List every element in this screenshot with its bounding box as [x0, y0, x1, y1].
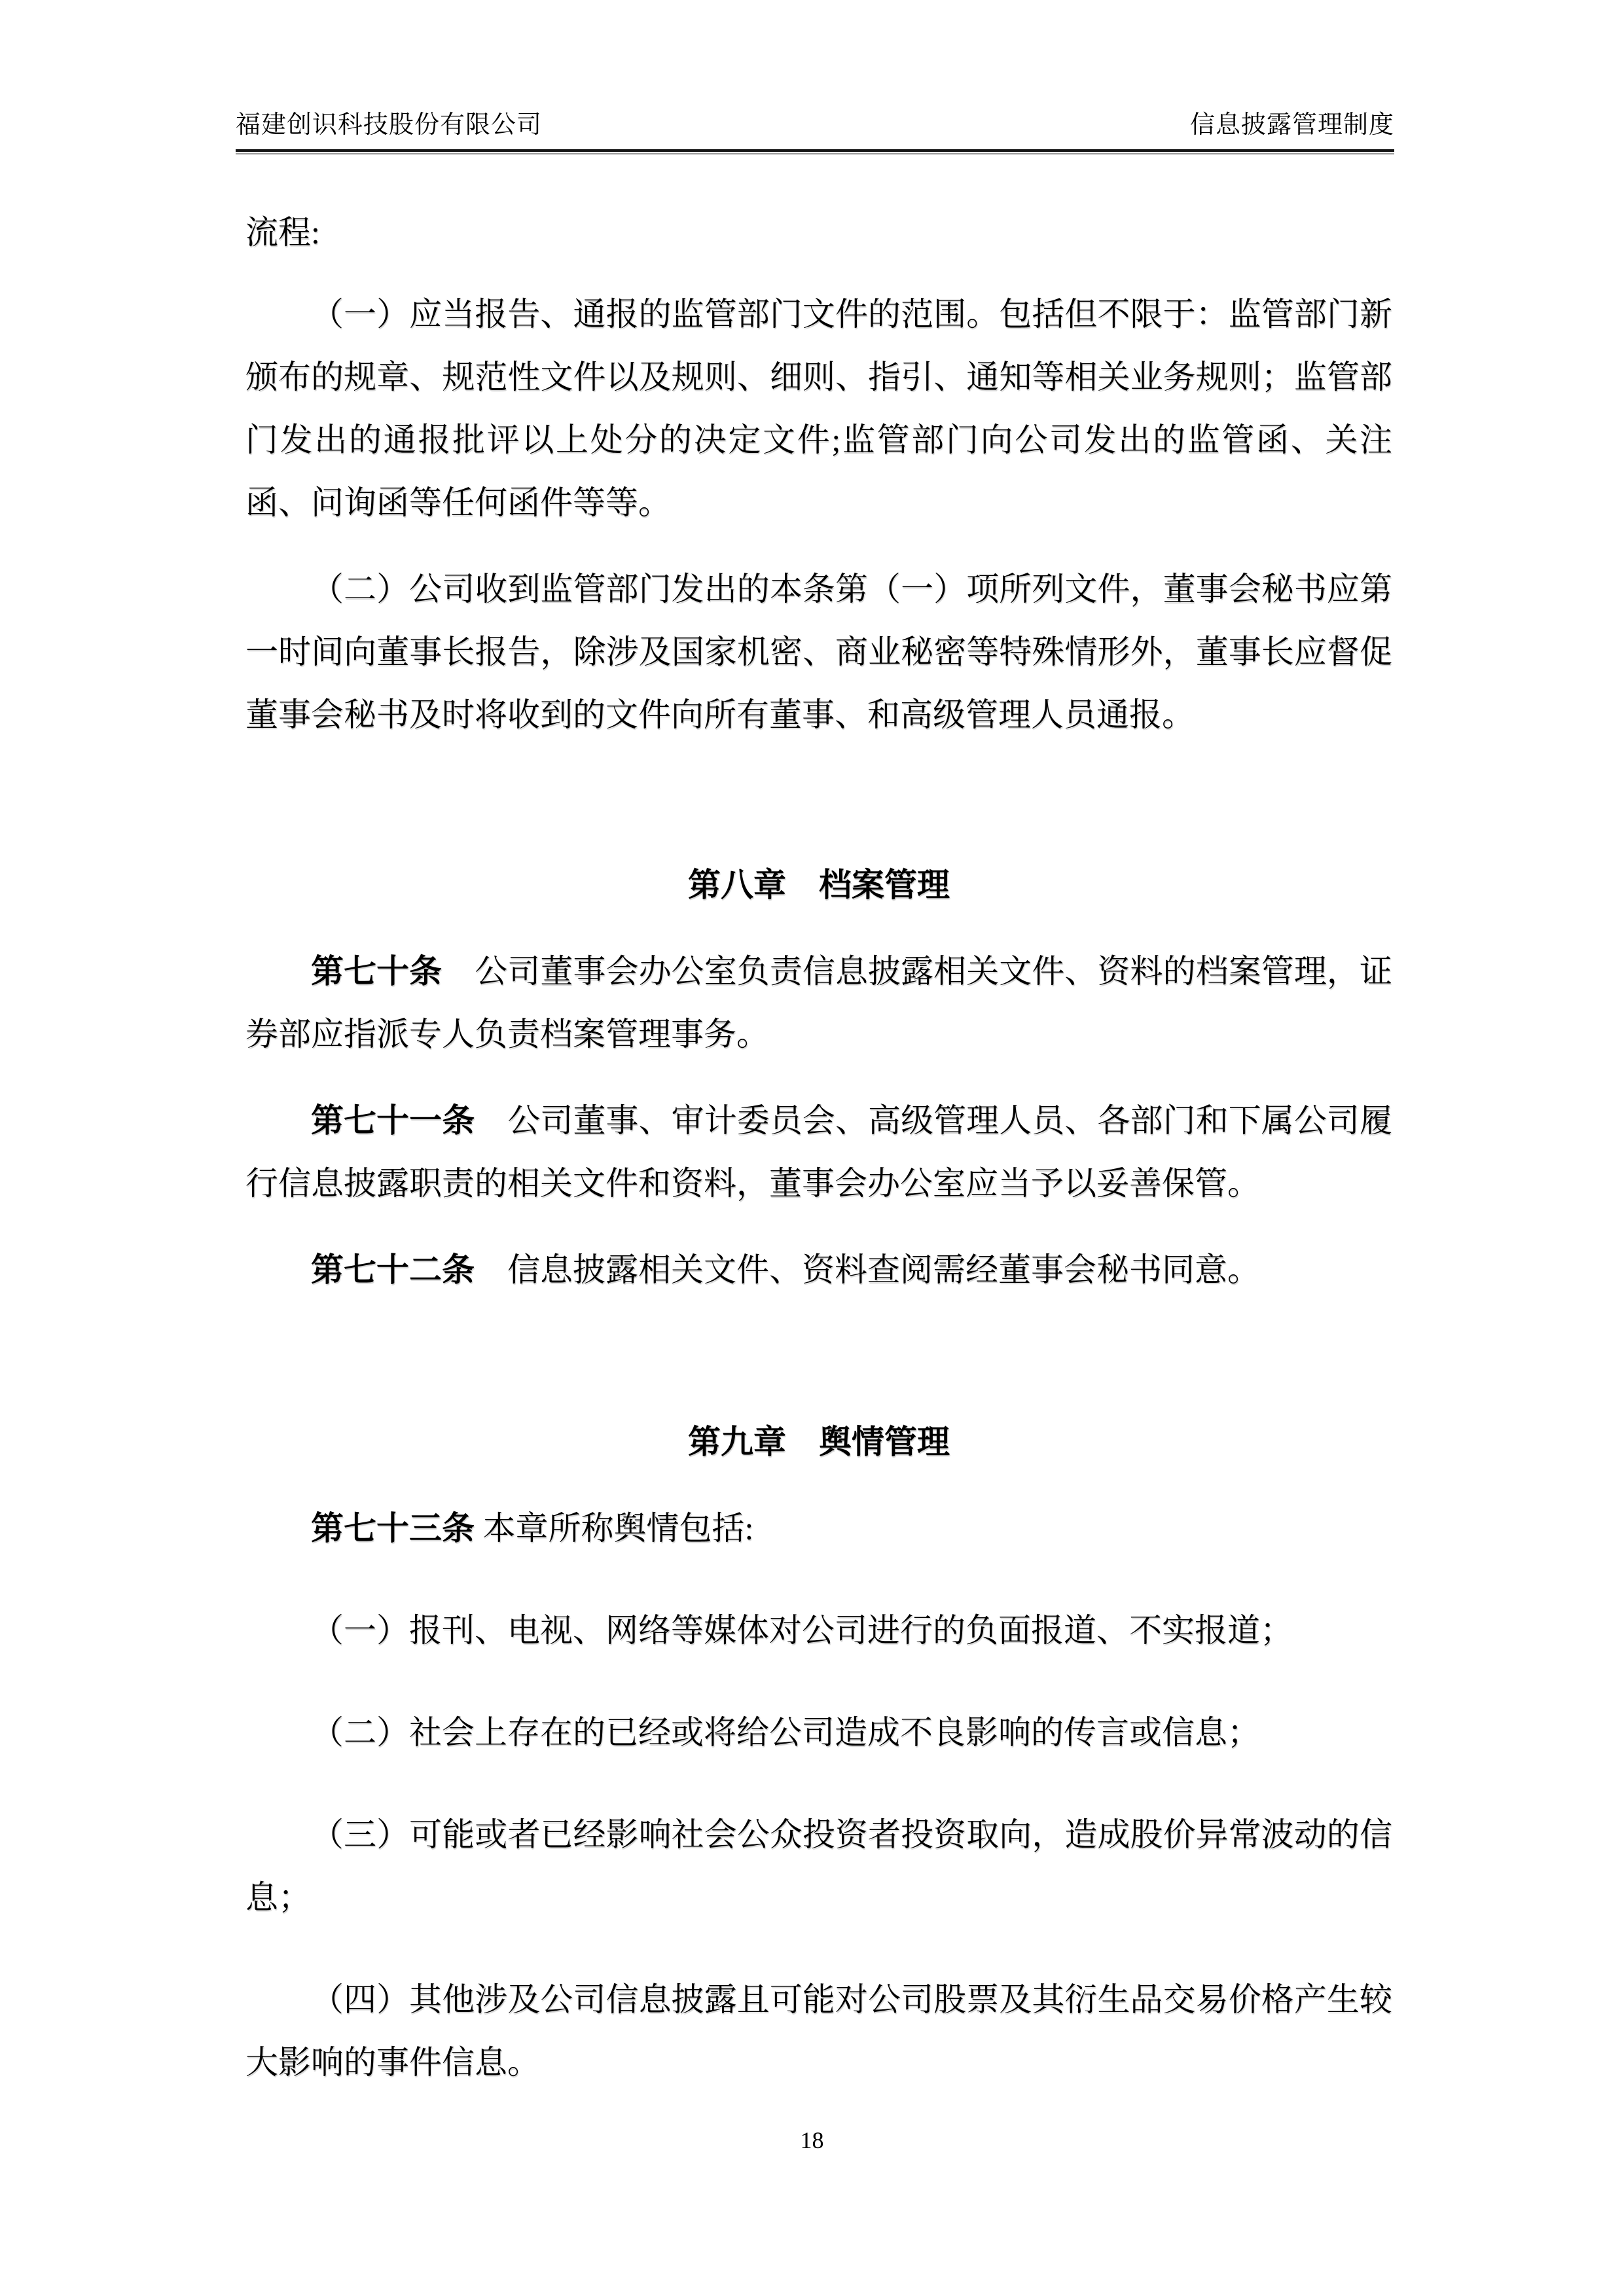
page-header: [236, 110, 1394, 154]
header-rule-shadow: [236, 153, 1394, 154]
article-71-number: 第七十一条: [311, 1102, 475, 1139]
chapter-8-heading: 第八章 档案管理: [688, 867, 950, 903]
opinion-item-4: （四）其他涉及公司信息披露且可能对公司股票及其衍生品交易价格产生较大影响的事件信息。: [245, 1981, 1392, 2081]
document-title: 信息披露管理制度: [1189, 111, 1394, 139]
article-72: [245, 1238, 1392, 1301]
chapter-9-heading: 第九章 舆情管理: [688, 1424, 950, 1460]
lead-paragraph: 流程:: [245, 214, 320, 251]
opinion-item-1: （一）报刊、电视、网络等媒体对公司进行的负面报道、不实报道；: [311, 1612, 1293, 1649]
article-73-number: 第七十三条: [311, 1510, 475, 1547]
article-70-text: 公司董事会办公室负责信息披露相关文件、资料的档案管理，证券部应指派专人负责档案管理事务。: [245, 953, 1392, 1052]
article-71: [245, 1089, 1392, 1215]
opinion-item-2: （二）社会上存在的已经或将给公司造成不良影响的传言或信息；: [311, 1714, 1260, 1751]
regulatory-item-1: （一）应当报告、通报的监管部门文件的范围。包括但不限于：监管部门新颁布的规章、规范性文件以及规则、细则、指引、通知等相关业务规则；监管部门发出的通报批评以上处分的决定文件;监管部门向公司发出的监管函、关注函、问询函等任何函件等等。: [245, 296, 1392, 521]
article-72-text: 信息披露相关文件、资料查阅需经董事会秘书同意。: [475, 1251, 1260, 1288]
document-body: [245, 201, 1392, 2133]
company-name: 福建创识科技股份有限公司: [236, 111, 543, 139]
article-70: [245, 940, 1392, 1066]
article-73: [245, 1497, 1392, 1560]
header-rule: [236, 149, 1394, 152]
article-72-number: 第七十二条: [311, 1251, 475, 1288]
opinion-item-3: （三）可能或者已经影响社会公众投资者投资取向，造成股价异常波动的信息；: [245, 1816, 1392, 1916]
article-71-text: 公司董事、审计委员会、高级管理人员、各部门和下属公司履行信息披露职责的相关文件和资料，董事会办公室应当予以妥善保管。: [245, 1102, 1392, 1202]
article-70-number: 第七十条: [311, 953, 442, 990]
article-73-text: 本章所称舆情包括:: [475, 1510, 754, 1547]
regulatory-item-2: （二）公司收到监管部门发出的本条第（一）项所列文件，董事会秘书应第一时间向董事长报告，除涉及国家机密、商业秘密等特殊情形外，董事长应督促董事会秘书及时将收到的文件向所有董事、和高级管理人员通报。: [245, 571, 1392, 733]
page-footer: [0, 2126, 1624, 2155]
page-number: 18: [800, 2127, 824, 2153]
